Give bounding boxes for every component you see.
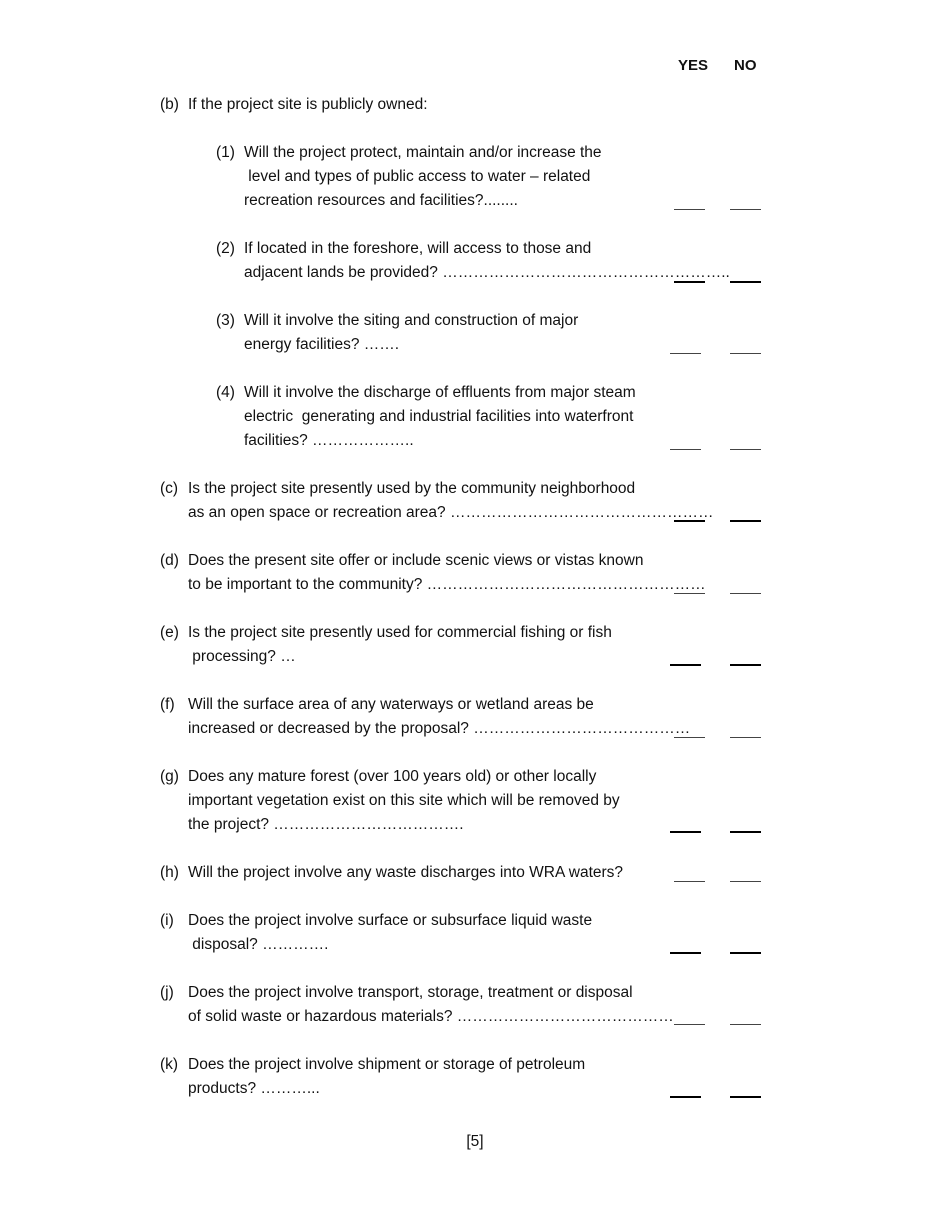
question-text: Is the project site presently used by the community neighborhood xyxy=(188,480,636,497)
yes-answer-blank[interactable] xyxy=(674,593,705,594)
question-text: processing? … xyxy=(188,648,296,665)
yes-answer-blank[interactable] xyxy=(670,664,701,666)
sub-question-text: Will it involve the discharge of effluents from major steam xyxy=(244,384,636,401)
sub-question-label: (4) xyxy=(216,384,235,401)
question-text: to be important to the community? ……………………………………………… xyxy=(188,576,706,593)
yes-answer-blank[interactable] xyxy=(674,209,705,210)
sub-question-label: (3) xyxy=(216,312,235,329)
page-number: [5] xyxy=(466,1133,484,1150)
question-text: Does the project involve transport, storage, treatment or disposal xyxy=(188,984,633,1001)
yes-column-header: YES xyxy=(678,57,709,74)
question-label: (j) xyxy=(160,984,174,1001)
no-answer-blank[interactable] xyxy=(730,737,761,738)
question-text: as an open space or recreation area? …………………………………………… xyxy=(188,504,714,521)
yes-answer-blank[interactable] xyxy=(670,353,701,354)
question-text: Will the project involve any waste discharges into WRA waters? xyxy=(188,864,624,881)
yes-answer-blank[interactable] xyxy=(674,881,705,882)
no-answer-blank[interactable] xyxy=(730,281,761,283)
question-label: (g) xyxy=(160,768,179,785)
no-answer-blank[interactable] xyxy=(730,593,761,594)
no-answer-blank[interactable] xyxy=(730,664,761,666)
question-label: (c) xyxy=(160,480,179,497)
question-text: of solid waste or hazardous materials? …………………………………… xyxy=(188,1008,674,1025)
sub-question-text: adjacent lands be provided? ……………………………………………….. xyxy=(244,264,730,281)
sub-question-text: Will it involve the siting and construction of major xyxy=(244,312,579,329)
no-answer-blank[interactable] xyxy=(730,1096,761,1098)
question-label: (i) xyxy=(160,912,174,929)
sub-question-text: energy facilities? ……. xyxy=(244,336,400,353)
question-text: Is the project site presently used for commercial fishing or fish xyxy=(188,624,612,641)
no-answer-blank[interactable] xyxy=(730,449,761,450)
yes-answer-blank[interactable] xyxy=(670,952,701,954)
question-label: (e) xyxy=(160,624,179,641)
no-answer-blank[interactable] xyxy=(730,881,761,882)
question-text: If the project site is publicly owned: xyxy=(188,96,428,113)
no-answer-blank[interactable] xyxy=(730,1024,761,1025)
no-answer-blank[interactable] xyxy=(730,209,761,210)
question-text: Does the project involve surface or subsurface liquid waste xyxy=(188,912,593,929)
no-answer-blank[interactable] xyxy=(730,952,761,954)
question-text: Will the surface area of any waterways or wetland areas be xyxy=(188,696,594,713)
question-label: (k) xyxy=(160,1056,179,1073)
question-text: disposal? …………. xyxy=(188,936,329,953)
sub-question-text: electric generating and industrial facilities into waterfront xyxy=(244,408,634,425)
yes-answer-blank[interactable] xyxy=(674,281,705,283)
no-answer-blank[interactable] xyxy=(730,353,761,354)
question-text: increased or decreased by the proposal? …………………………………… xyxy=(188,720,691,737)
question-text: Does any mature forest (over 100 years old) or other locally xyxy=(188,768,597,785)
no-column-header: NO xyxy=(734,57,757,74)
no-answer-blank[interactable] xyxy=(730,831,761,833)
sub-question-text: facilities? ……………….. xyxy=(244,432,414,449)
question-text: Does the present site offer or include scenic views or vistas known xyxy=(188,552,644,569)
question-label: (d) xyxy=(160,552,179,569)
yes-answer-blank[interactable] xyxy=(670,449,701,450)
sub-question-text: If located in the foreshore, will access to those and xyxy=(244,240,592,257)
yes-answer-blank[interactable] xyxy=(670,831,701,833)
yes-answer-blank[interactable] xyxy=(674,1024,705,1025)
sub-question-text: recreation resources and facilities?........ xyxy=(244,192,518,209)
question-label: (b) xyxy=(160,96,179,113)
question-text: important vegetation exist on this site which will be removed by xyxy=(188,792,620,809)
yes-answer-blank[interactable] xyxy=(674,737,705,738)
question-label: (f) xyxy=(160,696,175,713)
yes-answer-blank[interactable] xyxy=(670,1096,701,1098)
sub-question-text: level and types of public access to water – related xyxy=(244,168,591,185)
sub-question-label: (1) xyxy=(216,144,235,161)
question-text: Does the project involve shipment or storage of petroleum xyxy=(188,1056,586,1073)
no-answer-blank[interactable] xyxy=(730,520,761,522)
question-text: products? ………... xyxy=(188,1080,320,1097)
question-text: the project? ………………………………. xyxy=(188,816,464,833)
question-label: (h) xyxy=(160,864,179,881)
sub-question-text: Will the project protect, maintain and/or increase the xyxy=(244,144,602,161)
yes-answer-blank[interactable] xyxy=(674,520,705,522)
sub-question-label: (2) xyxy=(216,240,235,257)
